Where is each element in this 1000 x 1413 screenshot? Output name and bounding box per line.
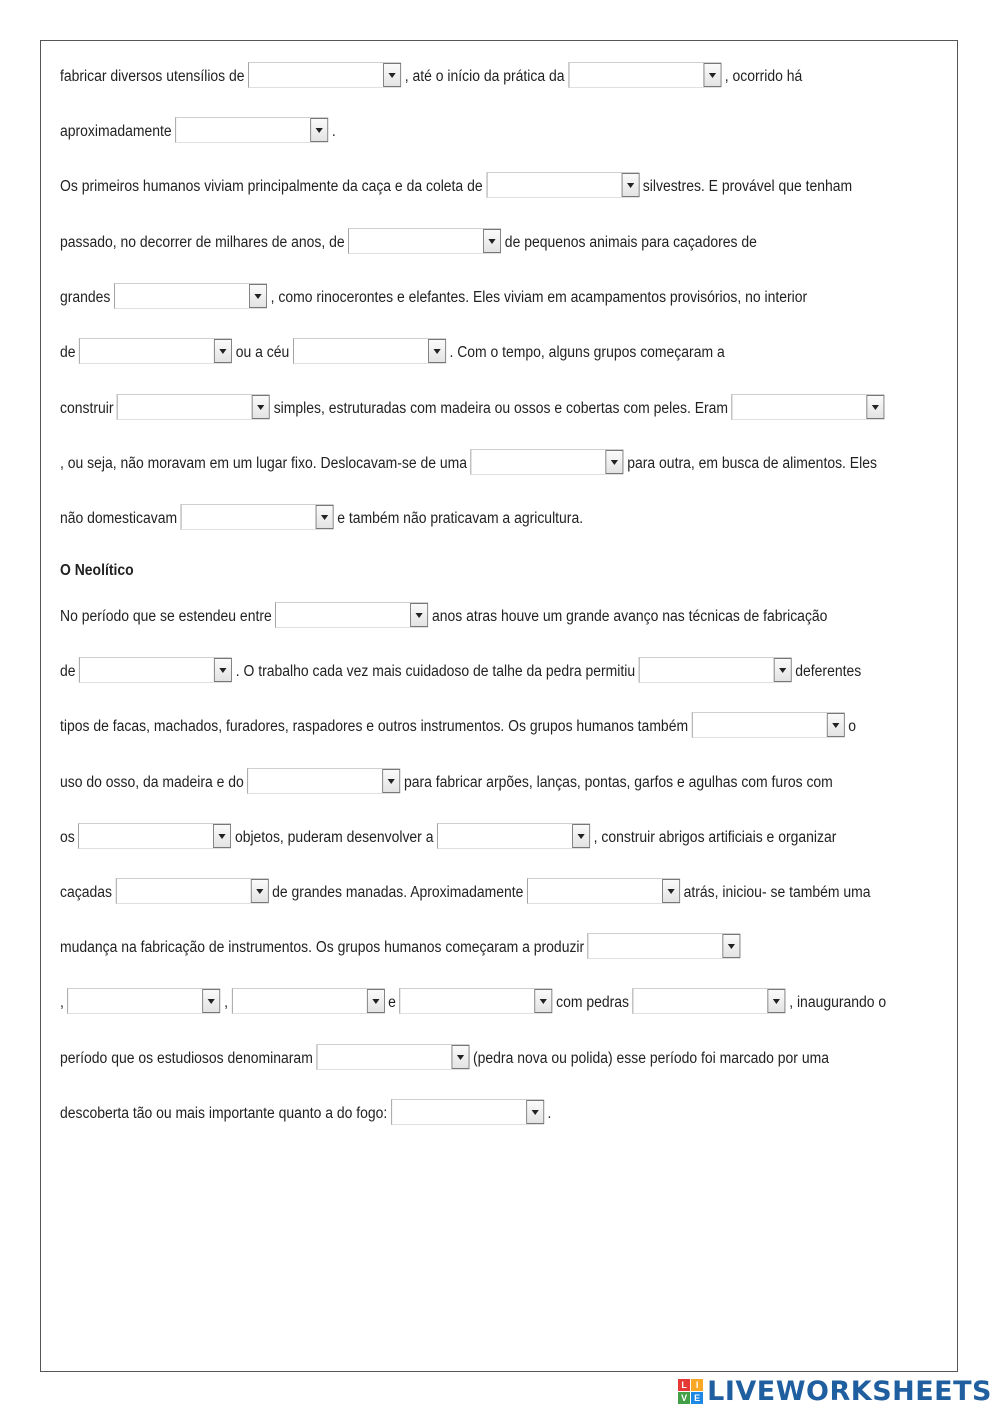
chevron-down-icon[interactable] bbox=[483, 229, 501, 253]
dropdown-value bbox=[472, 450, 606, 474]
chevron-down-icon[interactable] bbox=[252, 395, 270, 419]
chevron-down-icon[interactable] bbox=[383, 63, 401, 87]
answer-dropdown-18[interactable] bbox=[78, 823, 231, 849]
sentence-text: aproximadamente bbox=[60, 123, 172, 140]
sentence-text: fabricar diversos utensílios de bbox=[60, 68, 245, 85]
dropdown-value bbox=[115, 284, 249, 308]
chevron-down-icon[interactable] bbox=[827, 713, 845, 737]
chevron-down-icon[interactable] bbox=[723, 934, 741, 958]
answer-dropdown-6[interactable] bbox=[114, 283, 267, 309]
dropdown-value bbox=[176, 118, 310, 142]
sentence-text: , inaugurando o bbox=[789, 994, 887, 1011]
dropdown-value bbox=[349, 229, 483, 253]
sentence-text: tipos de facas, machados, furadores, raspadores e outros instrumentos. Os grupos humanos também bbox=[60, 718, 689, 735]
answer-dropdown-21[interactable] bbox=[527, 878, 680, 904]
answer-dropdown-24[interactable] bbox=[232, 988, 385, 1014]
sentence-line bbox=[60, 653, 861, 683]
dropdown-value bbox=[79, 824, 213, 848]
dropdown-value bbox=[569, 63, 703, 87]
sentence-text: , como rinocerontes e elefantes. Eles viviam em acampamentos provisórios, no interior bbox=[270, 289, 808, 306]
chevron-down-icon[interactable] bbox=[249, 284, 267, 308]
answer-dropdown-17[interactable] bbox=[247, 768, 400, 794]
dropdown-value bbox=[80, 658, 214, 682]
sentence-line bbox=[60, 874, 870, 904]
answer-dropdown-3[interactable] bbox=[175, 117, 328, 143]
sentence-text: passado, no decorrer de milhares de anos, de bbox=[60, 234, 345, 251]
sentence-text: . Com o tempo, alguns grupos começaram a bbox=[449, 344, 725, 361]
answer-dropdown-8[interactable] bbox=[293, 338, 446, 364]
heading-text: O Neolítico bbox=[60, 562, 134, 579]
sentence-text: anos atras houve um grande avanço nas técnicas de fabricação bbox=[431, 608, 828, 625]
dropdown-value bbox=[232, 989, 366, 1013]
dropdown-value bbox=[182, 505, 316, 529]
dropdown-value bbox=[589, 934, 723, 958]
dropdown-value bbox=[640, 658, 774, 682]
sentence-text: . bbox=[331, 123, 336, 140]
sentence-text: . bbox=[547, 1105, 552, 1122]
sentence-text: , ocorrido há bbox=[724, 68, 803, 85]
chevron-down-icon[interactable] bbox=[526, 1100, 544, 1124]
dropdown-value bbox=[693, 713, 827, 737]
sentence-line bbox=[60, 168, 852, 198]
sentence-line bbox=[60, 764, 833, 794]
chevron-down-icon[interactable] bbox=[768, 989, 786, 1013]
sentence-text: os bbox=[60, 829, 75, 846]
answer-dropdown-1[interactable] bbox=[248, 62, 401, 88]
sentence-line bbox=[60, 334, 725, 364]
sentence-text: uso do osso, da madeira e do bbox=[60, 774, 244, 791]
dropdown-value bbox=[317, 1045, 451, 1069]
sentence-line bbox=[60, 445, 877, 475]
sentence-text: ou a céu bbox=[235, 344, 290, 361]
chevron-down-icon[interactable] bbox=[382, 769, 400, 793]
sentence-text: período que os estudiosos denominaram bbox=[60, 1050, 313, 1067]
sentence-text: No período que se estendeu entre bbox=[60, 608, 272, 625]
dropdown-value bbox=[400, 989, 534, 1013]
sentence-text: objetos, puderam desenvolver a bbox=[234, 829, 434, 846]
sentence-text: , construir abrigos artificiais e organizar bbox=[593, 829, 837, 846]
liveworksheets-logo bbox=[678, 1375, 992, 1407]
sentence-line bbox=[60, 224, 757, 254]
chevron-down-icon[interactable] bbox=[774, 658, 792, 682]
chevron-down-icon[interactable] bbox=[451, 1045, 469, 1069]
sentence-line bbox=[60, 929, 744, 959]
sentence-text: de bbox=[60, 344, 76, 361]
answer-dropdown-19[interactable] bbox=[437, 823, 590, 849]
logo-letter: E bbox=[691, 1392, 703, 1404]
sentence-text: Os primeiros humanos viviam principalmente da caça e da coleta de bbox=[60, 178, 483, 195]
answer-dropdown-7[interactable] bbox=[79, 338, 232, 364]
brand-name: LIVEWORKSHEETS bbox=[707, 1375, 992, 1407]
sentence-text: de grandes manadas. Aproximadamente bbox=[272, 884, 524, 901]
chevron-down-icon[interactable] bbox=[214, 339, 232, 363]
dropdown-value bbox=[438, 824, 572, 848]
dropdown-value bbox=[248, 769, 382, 793]
dropdown-value bbox=[116, 879, 250, 903]
sentence-text: , bbox=[224, 994, 228, 1011]
section-heading bbox=[60, 552, 134, 582]
sentence-line bbox=[60, 1095, 551, 1125]
answer-dropdown-22[interactable] bbox=[588, 933, 741, 959]
answer-dropdown-15[interactable] bbox=[639, 657, 792, 683]
dropdown-value bbox=[634, 989, 768, 1013]
sentence-text: construir bbox=[60, 400, 114, 417]
sentence-line bbox=[60, 279, 807, 309]
chevron-down-icon[interactable] bbox=[410, 603, 428, 627]
answer-dropdown-25[interactable] bbox=[400, 988, 553, 1014]
sentence-text: , bbox=[60, 994, 64, 1011]
dropdown-value bbox=[249, 63, 383, 87]
sentence-line bbox=[60, 58, 802, 88]
chevron-down-icon[interactable] bbox=[621, 173, 639, 197]
answer-dropdown-23[interactable] bbox=[67, 988, 220, 1014]
dropdown-value bbox=[487, 173, 621, 197]
dropdown-value bbox=[294, 339, 428, 363]
dropdown-value bbox=[392, 1100, 526, 1124]
sentence-text: para fabricar arpões, lanças, pontas, garfos e agulhas com furos com bbox=[403, 774, 833, 791]
sentence-line bbox=[60, 390, 888, 420]
logo-letter: V bbox=[678, 1392, 690, 1404]
sentence-text: não domesticavam bbox=[60, 510, 178, 527]
sentence-line bbox=[60, 500, 583, 530]
answer-dropdown-4[interactable] bbox=[486, 172, 639, 198]
chevron-down-icon[interactable] bbox=[202, 989, 220, 1013]
logo-letter: L bbox=[678, 1379, 690, 1391]
chevron-down-icon[interactable] bbox=[606, 450, 624, 474]
answer-dropdown-14[interactable] bbox=[79, 657, 232, 683]
sentence-text: e também não praticavam a agricultura. bbox=[337, 510, 584, 527]
sentence-text: deferentes bbox=[795, 663, 862, 680]
chevron-down-icon[interactable] bbox=[310, 118, 328, 142]
answer-dropdown-2[interactable] bbox=[568, 62, 721, 88]
chevron-down-icon[interactable] bbox=[428, 339, 446, 363]
chevron-down-icon[interactable] bbox=[703, 63, 721, 87]
chevron-down-icon[interactable] bbox=[316, 505, 334, 529]
answer-dropdown-13[interactable] bbox=[275, 602, 428, 628]
sentence-text: de bbox=[60, 663, 76, 680]
sentence-line bbox=[60, 708, 856, 738]
sentence-text: grandes bbox=[60, 289, 111, 306]
dropdown-value bbox=[80, 339, 214, 363]
sentence-text: atrás, iniciou- se também uma bbox=[683, 884, 871, 901]
sentence-text: para outra, em busca de alimentos. Eles bbox=[627, 455, 877, 472]
sentence-text: mudança na fabricação de instrumentos. Os grupos humanos começaram a produzir bbox=[60, 939, 585, 956]
sentence-line bbox=[60, 984, 886, 1014]
chevron-down-icon[interactable] bbox=[213, 824, 231, 848]
answer-dropdown-9[interactable] bbox=[117, 394, 270, 420]
answer-dropdown-11[interactable] bbox=[471, 449, 624, 475]
sentence-line bbox=[60, 819, 836, 849]
answer-dropdown-28[interactable] bbox=[391, 1099, 544, 1125]
sentence-text: simples, estruturadas com madeira ou ossos e cobertas com peles. Eram bbox=[273, 400, 729, 417]
sentence-text: o bbox=[848, 718, 857, 735]
sentence-text: de pequenos animais para caçadores de bbox=[504, 234, 757, 251]
chevron-down-icon[interactable] bbox=[535, 989, 553, 1013]
sentence-text: silvestres. E provável que tenham bbox=[642, 178, 853, 195]
sentence-text: (pedra nova ou polida) esse período foi marcado por uma bbox=[473, 1050, 829, 1067]
sentence-text: . O trabalho cada vez mais cuidadoso de talhe da pedra permitiu bbox=[235, 663, 636, 680]
answer-dropdown-26[interactable] bbox=[633, 988, 786, 1014]
sentence-line bbox=[60, 113, 336, 143]
answer-dropdown-20[interactable] bbox=[116, 878, 269, 904]
answer-dropdown-10[interactable] bbox=[732, 394, 885, 420]
chevron-down-icon[interactable] bbox=[867, 395, 885, 419]
chevron-down-icon[interactable] bbox=[214, 658, 232, 682]
dropdown-value bbox=[118, 395, 252, 419]
sentence-text: com pedras bbox=[556, 994, 630, 1011]
dropdown-value bbox=[68, 989, 202, 1013]
chevron-down-icon[interactable] bbox=[367, 989, 385, 1013]
answer-dropdown-5[interactable] bbox=[348, 228, 501, 254]
answer-dropdown-16[interactable] bbox=[692, 712, 845, 738]
sentence-text: , ou seja, não moravam em um lugar fixo. Deslocavam-se de uma bbox=[60, 455, 468, 472]
sentence-line bbox=[60, 598, 827, 628]
liveworksheets-mark-icon bbox=[678, 1379, 703, 1404]
sentence-text: caçadas bbox=[60, 884, 112, 901]
answer-dropdown-12[interactable] bbox=[181, 504, 334, 530]
sentence-text: descoberta tão ou mais importante quanto a do fogo: bbox=[60, 1105, 388, 1122]
chevron-down-icon[interactable] bbox=[662, 879, 680, 903]
sentence-text: , até o início da prática da bbox=[404, 68, 565, 85]
dropdown-value bbox=[276, 603, 410, 627]
logo-letter: I bbox=[691, 1379, 703, 1391]
answer-dropdown-27[interactable] bbox=[316, 1044, 469, 1070]
chevron-down-icon[interactable] bbox=[572, 824, 590, 848]
dropdown-value bbox=[528, 879, 662, 903]
dropdown-value bbox=[733, 395, 867, 419]
sentence-line bbox=[60, 1040, 829, 1070]
sentence-text: e bbox=[388, 994, 396, 1011]
chevron-down-icon[interactable] bbox=[251, 879, 269, 903]
